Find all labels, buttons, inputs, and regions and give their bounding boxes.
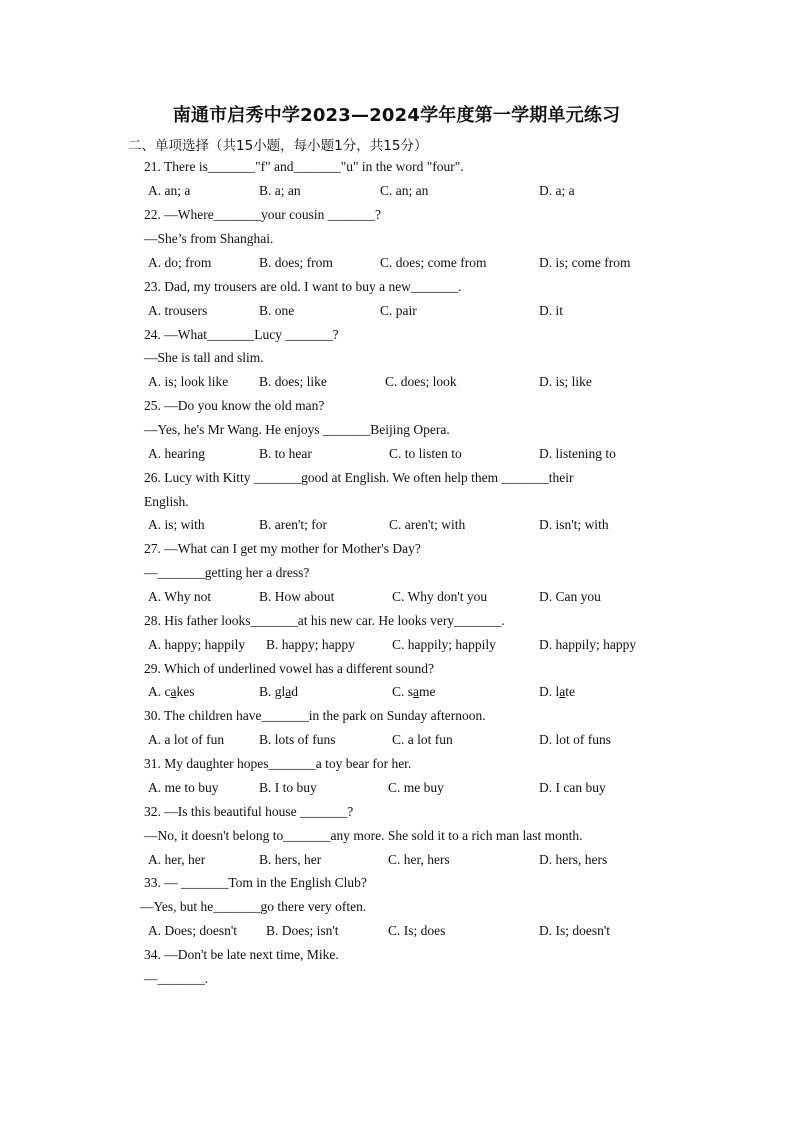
option-b[interactable]: B. a; an bbox=[259, 183, 301, 198]
option-a[interactable]: A. Why not bbox=[148, 589, 212, 604]
option-a[interactable]: A. me to buy bbox=[148, 780, 219, 795]
question-23: 23. Dad, my trousers are old. I want to buy a new_______. bbox=[144, 279, 462, 294]
question-29: 29. Which of underlined vowel has a different sound? bbox=[144, 661, 435, 676]
section-heading: 二、单项选择（共15小题，每小题1分，共15分） bbox=[128, 138, 428, 154]
option-a[interactable]: A. an; a bbox=[148, 183, 191, 198]
option-c-prefix: C. s bbox=[392, 684, 414, 699]
question-34: 34. —Don't be late next time, Mike. bbox=[144, 947, 339, 962]
option-b-prefix: B. gl bbox=[259, 684, 286, 699]
options-33 bbox=[0, 922, 793, 940]
option-b[interactable]: B. I to buy bbox=[259, 780, 317, 795]
options-25 bbox=[0, 445, 793, 463]
option-d[interactable]: D. lot of funs bbox=[539, 732, 611, 747]
option-d[interactable]: D. a; a bbox=[539, 183, 575, 198]
option-c[interactable]: C. me buy bbox=[388, 780, 444, 795]
question-32: 32. —Is this beautiful house _______? bbox=[144, 804, 354, 819]
option-a[interactable] bbox=[148, 683, 195, 701]
option-b[interactable]: B. aren't; for bbox=[259, 517, 328, 532]
option-c[interactable]: C. aren't; with bbox=[389, 517, 466, 532]
options-22 bbox=[0, 254, 793, 272]
option-a[interactable]: A. is; look like bbox=[148, 374, 229, 389]
option-d[interactable]: D. is; come from bbox=[539, 255, 631, 270]
option-b[interactable]: B. happy; happy bbox=[266, 637, 355, 652]
option-d[interactable]: D. listening to bbox=[539, 446, 616, 461]
question-21: 21. There is_______"f" and_______"u" in the word "four". bbox=[144, 159, 464, 174]
option-c-suffix: me bbox=[419, 684, 436, 699]
option-a-prefix: A. c bbox=[148, 684, 171, 699]
option-d[interactable] bbox=[539, 683, 575, 701]
option-d[interactable]: D. happily; happy bbox=[539, 637, 637, 652]
question-22: 22. —Where_______your cousin _______? bbox=[144, 207, 381, 222]
option-a[interactable]: A. her, her bbox=[148, 852, 206, 867]
option-d-prefix: D. l bbox=[539, 684, 560, 699]
option-a[interactable]: A. happy; happily bbox=[148, 637, 246, 652]
option-d[interactable]: D. I can buy bbox=[539, 780, 606, 795]
question-25-reply: —Yes, he's Mr Wang. He enjoys _______Beijing Opera. bbox=[144, 422, 450, 437]
options-29 bbox=[0, 683, 793, 701]
option-b[interactable]: B. How about bbox=[259, 589, 335, 604]
options-26 bbox=[0, 516, 793, 534]
option-c[interactable]: C. Is; does bbox=[388, 923, 446, 938]
option-a[interactable]: A. do; from bbox=[148, 255, 212, 270]
option-c[interactable]: C. does; come from bbox=[380, 255, 487, 270]
option-d[interactable]: D. hers, hers bbox=[539, 852, 608, 867]
option-c[interactable] bbox=[392, 683, 436, 701]
options-32 bbox=[0, 851, 793, 869]
option-d[interactable]: D. it bbox=[539, 303, 564, 318]
option-c[interactable]: C. Why don't you bbox=[392, 589, 488, 604]
underlined-vowel: a bbox=[413, 684, 420, 699]
option-a[interactable]: A. a lot of fun bbox=[148, 732, 225, 747]
options-27 bbox=[0, 588, 793, 606]
question-26-continuation: English. bbox=[144, 494, 189, 509]
question-33-reply: —Yes, but he_______go there very often. bbox=[140, 899, 367, 914]
option-c[interactable]: C. an; an bbox=[380, 183, 429, 198]
option-c[interactable]: C. pair bbox=[380, 303, 417, 318]
options-21 bbox=[0, 182, 793, 200]
option-a-suffix: kes bbox=[176, 684, 195, 699]
option-c[interactable]: C. to listen to bbox=[389, 446, 462, 461]
options-23 bbox=[0, 302, 793, 320]
question-32-reply: —No, it doesn't belong to_______any more. She sold it to a rich man last month. bbox=[144, 828, 583, 843]
options-30 bbox=[0, 731, 793, 749]
option-b[interactable]: B. hers, her bbox=[259, 852, 322, 867]
option-b[interactable]: B. lots of funs bbox=[259, 732, 336, 747]
question-27: 27. —What can I get my mother for Mother's Day? bbox=[144, 541, 421, 556]
option-c[interactable]: C. happily; happily bbox=[392, 637, 496, 652]
question-24: 24. —What_______Lucy _______? bbox=[144, 327, 339, 342]
option-d-suffix: te bbox=[565, 684, 575, 699]
question-22-reply: —She’s from Shanghai. bbox=[144, 231, 274, 246]
option-d[interactable]: D. isn't; with bbox=[539, 517, 609, 532]
options-24 bbox=[0, 373, 793, 391]
option-b[interactable]: B. one bbox=[259, 303, 295, 318]
question-24-reply: —She is tall and slim. bbox=[144, 350, 264, 365]
question-27-reply: —_______getting her a dress? bbox=[144, 565, 310, 580]
question-34-reply: —_______. bbox=[144, 971, 209, 986]
option-b[interactable]: B. to hear bbox=[259, 446, 312, 461]
options-28 bbox=[0, 636, 793, 654]
option-b[interactable]: B. Does; isn't bbox=[266, 923, 339, 938]
question-31: 31. My daughter hopes_______a toy bear for her. bbox=[144, 756, 412, 771]
question-30: 30. The children have_______in the park on Sunday afternoon. bbox=[144, 708, 486, 723]
option-c[interactable]: C. her, hers bbox=[388, 852, 450, 867]
option-d[interactable]: D. Is; doesn't bbox=[539, 923, 611, 938]
option-b-suffix: d bbox=[291, 684, 299, 699]
question-28: 28. His father looks_______at his new car. He looks very_______. bbox=[144, 613, 505, 628]
underlined-vowel: a bbox=[559, 684, 566, 699]
option-b[interactable]: B. does; like bbox=[259, 374, 327, 389]
underlined-vowel: a bbox=[285, 684, 292, 699]
option-c[interactable]: C. a lot fun bbox=[392, 732, 453, 747]
options-31 bbox=[0, 779, 793, 797]
option-b[interactable]: B. does; from bbox=[259, 255, 333, 270]
question-26: 26. Lucy with Kitty _______good at English. We often help them _______their bbox=[144, 470, 574, 485]
question-33: 33. — _______Tom in the English Club? bbox=[144, 875, 367, 890]
option-a[interactable]: A. hearing bbox=[148, 446, 205, 461]
question-25: 25. —Do you know the old man? bbox=[144, 398, 325, 413]
page-title: 南通市启秀中学2023—2024学年度第一学期单元练习 bbox=[172, 105, 621, 126]
option-c[interactable]: C. does; look bbox=[385, 374, 457, 389]
option-a[interactable]: A. is; with bbox=[148, 517, 205, 532]
option-a[interactable]: A. trousers bbox=[148, 303, 208, 318]
underlined-vowel: a bbox=[170, 684, 177, 699]
option-a[interactable]: A. Does; doesn't bbox=[148, 923, 238, 938]
option-b[interactable] bbox=[259, 683, 298, 701]
option-d[interactable]: D. Can you bbox=[539, 589, 601, 604]
option-d[interactable]: D. is; like bbox=[539, 374, 592, 389]
